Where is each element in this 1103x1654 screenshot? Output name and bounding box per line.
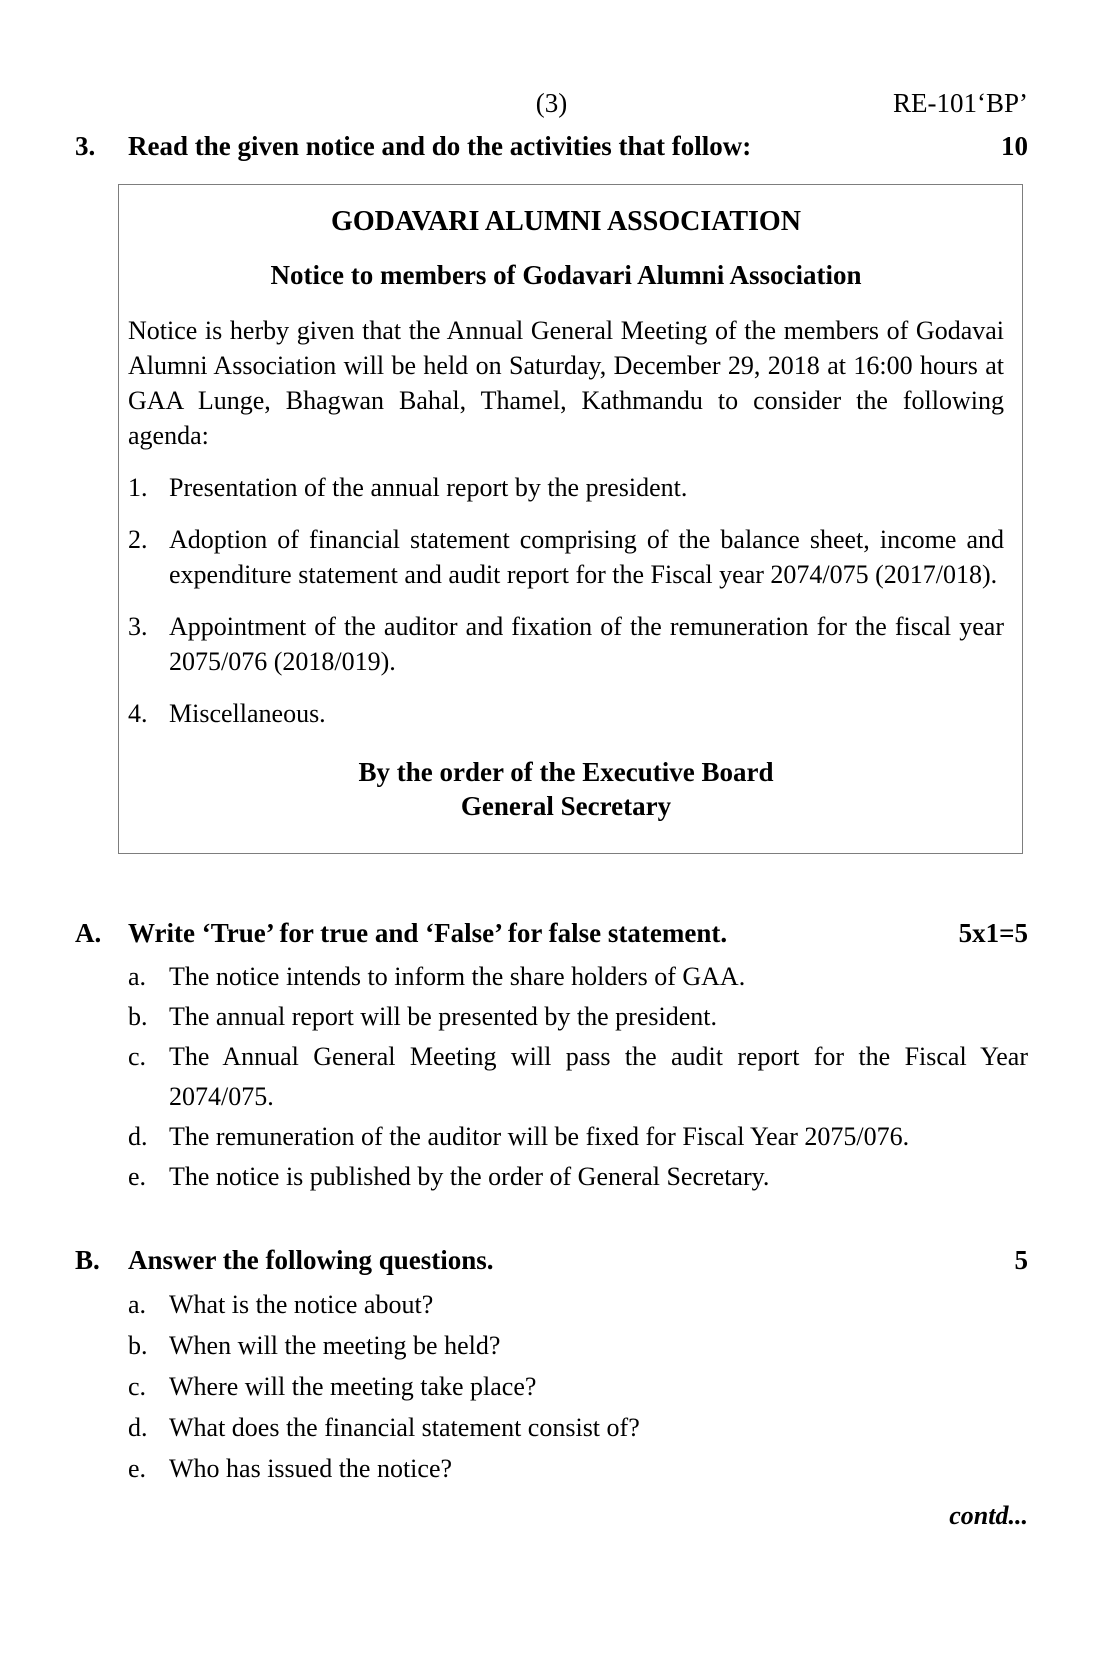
item-letter: a. bbox=[128, 962, 147, 991]
section-b-title: Answer the following questions. bbox=[128, 1245, 494, 1275]
agenda-item bbox=[128, 522, 1004, 592]
question-item bbox=[128, 1407, 1028, 1448]
item-text: What is the notice about? bbox=[169, 1290, 434, 1319]
item-text: What does the financial statement consist of? bbox=[169, 1413, 640, 1442]
item-text: The annual report will be presented by the president. bbox=[169, 1002, 717, 1031]
true-false-item bbox=[128, 957, 1028, 997]
item-letter: e. bbox=[128, 1454, 147, 1483]
agenda-item-number: 2. bbox=[128, 525, 148, 554]
agenda-item-number: 4. bbox=[128, 699, 148, 728]
section-a-label: A. bbox=[75, 918, 102, 948]
item-text: Who has issued the notice? bbox=[169, 1454, 453, 1483]
question-marks: 10 bbox=[1001, 131, 1028, 161]
section-b-label: B. bbox=[75, 1245, 100, 1275]
question-item bbox=[128, 1284, 1028, 1325]
page-header bbox=[75, 86, 1028, 120]
agenda-item-text: Miscellaneous. bbox=[169, 699, 326, 728]
agenda-item-number: 3. bbox=[128, 612, 148, 641]
agenda-item-number: 1. bbox=[128, 473, 148, 502]
agenda-item bbox=[128, 696, 1004, 731]
agenda-item-text: Adoption of financial statement comprising of the balance sheet, income and expenditure statement and audit report for the Fiscal year 2074/075 (2017/018). bbox=[169, 525, 1004, 589]
true-false-item bbox=[128, 997, 1028, 1037]
item-letter: b. bbox=[128, 1331, 148, 1360]
item-letter: d. bbox=[128, 1122, 148, 1151]
agenda-item bbox=[128, 470, 1004, 505]
item-text: The Annual General Meeting will pass the audit report for the Fiscal Year 2074/075. bbox=[169, 1042, 1028, 1111]
item-letter: d. bbox=[128, 1413, 148, 1442]
agenda-item bbox=[128, 609, 1004, 679]
notice-box bbox=[118, 184, 1023, 854]
notice-body: Notice is herby given that the Annual General Meeting of the members of Godavai Alumni Association will be held on Saturday, December 29, 2018 at 16:00 hours at GAA Lunge, Bhagwan Bahal, Thamel, Kathmandu to consider the following agenda: bbox=[128, 316, 1004, 450]
section-b-heading bbox=[75, 1243, 1028, 1277]
item-letter: b. bbox=[128, 1002, 148, 1031]
item-text: Where will the meeting take place? bbox=[169, 1372, 537, 1401]
section-a-marks: 5x1=5 bbox=[958, 918, 1028, 948]
item-text: When will the meeting be held? bbox=[169, 1331, 501, 1360]
paper-code: RE-101‘BP’ bbox=[893, 88, 1028, 118]
item-text: The notice is published by the order of General Secretary. bbox=[169, 1162, 770, 1191]
question-item bbox=[128, 1366, 1028, 1407]
page-number: (3) bbox=[535, 88, 568, 118]
true-false-item bbox=[128, 1157, 1028, 1197]
section-b-marks: 5 bbox=[1014, 1245, 1028, 1275]
true-false-item bbox=[128, 1037, 1028, 1117]
question-3-heading bbox=[75, 129, 1028, 163]
item-letter: c. bbox=[128, 1042, 147, 1071]
item-letter: e. bbox=[128, 1162, 147, 1191]
agenda-item-text: Presentation of the annual report by the president. bbox=[169, 473, 688, 502]
agenda-list bbox=[128, 470, 1004, 731]
notice-signature-line2: General Secretary bbox=[460, 791, 672, 821]
question-item bbox=[128, 1325, 1028, 1366]
question-item bbox=[128, 1448, 1028, 1489]
question-number: 3. bbox=[75, 131, 96, 161]
section-a-heading bbox=[75, 916, 1028, 950]
agenda-item-text: Appointment of the auditor and fixation of the remuneration for the fiscal year 2075/076 (2018/019). bbox=[169, 612, 1004, 676]
notice-title: GODAVARI ALUMNI ASSOCIATION bbox=[331, 206, 801, 237]
item-text: The remuneration of the auditor will be fixed for Fiscal Year 2075/076. bbox=[169, 1122, 910, 1151]
item-letter: a. bbox=[128, 1290, 147, 1319]
item-text: The notice intends to inform the share holders of GAA. bbox=[169, 962, 746, 991]
question-instruction: Read the given notice and do the activities that follow: bbox=[128, 131, 752, 161]
section-a-items bbox=[128, 957, 1028, 1197]
item-letter: c. bbox=[128, 1372, 147, 1401]
section-a-title: Write ‘True’ for true and ‘False’ for false statement. bbox=[128, 918, 728, 948]
section-b-items bbox=[128, 1284, 1028, 1489]
true-false-item bbox=[128, 1117, 1028, 1157]
notice-signature bbox=[128, 755, 1004, 823]
notice-subtitle: Notice to members of Godavari Alumni Association bbox=[270, 260, 862, 290]
continued-indicator: contd... bbox=[949, 1501, 1028, 1530]
notice-signature-line1: By the order of the Executive Board bbox=[358, 757, 774, 787]
